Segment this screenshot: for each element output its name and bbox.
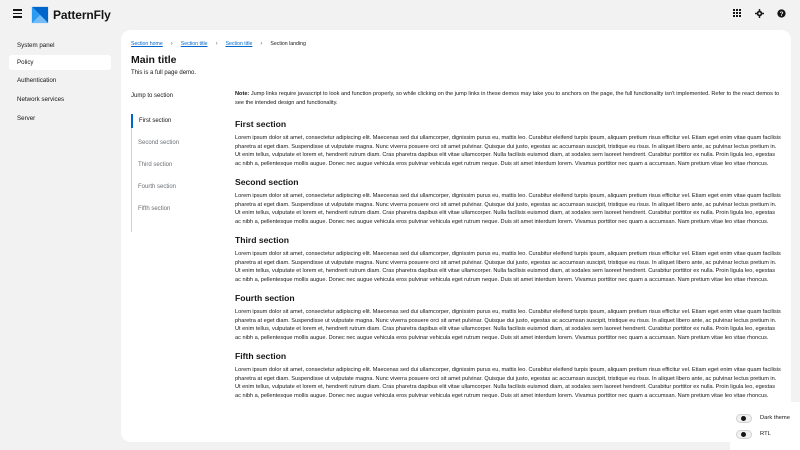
main-content xyxy=(121,30,791,442)
sidebar-item-authentication[interactable]: Authentication xyxy=(17,77,57,84)
rtl-row xyxy=(730,426,800,442)
dark-theme-toggle[interactable] xyxy=(736,414,752,423)
page-subtitle: This is a full page demo. xyxy=(131,70,197,76)
section-fourth xyxy=(235,293,781,342)
jump-links-note xyxy=(235,90,781,107)
rtl-label: RTL xyxy=(760,431,771,437)
help-icon[interactable] xyxy=(776,8,786,18)
dark-theme-row xyxy=(730,410,800,426)
jump-link-third-section[interactable]: Third section xyxy=(138,162,173,168)
masthead xyxy=(0,0,800,30)
sidebar-item-server[interactable]: Server xyxy=(17,115,36,122)
sidebar-item-policy[interactable]: Policy xyxy=(9,55,111,70)
section-second xyxy=(235,177,781,226)
gear-icon[interactable] xyxy=(754,8,764,18)
chevron-right-icon: › xyxy=(260,41,263,47)
brand-name: PatternFly xyxy=(53,8,111,22)
section-first xyxy=(235,119,781,168)
jump-link-second-section[interactable]: Second section xyxy=(138,140,180,146)
grid-icon[interactable] xyxy=(732,8,742,18)
masthead-tools xyxy=(732,8,786,18)
section-heading: First section xyxy=(235,119,287,130)
section-heading: Fourth section xyxy=(235,293,295,304)
breadcrumb-link[interactable]: Section title xyxy=(180,41,208,47)
content-area xyxy=(235,90,781,409)
section-body: Lorem ipsum dolor sit amet, consectetur adipiscing elit. Maecenas sed dui ullamcorper, dignissim purus eu, mattis leo. Curabitur eleifend turpis ipsum, aliquam pretium risus efficitur vel. Etiam eget enim vitae quam facilisis pharetra at eget diam. Suspendisse ut vulputate magna. Nunc viverra posuere orci sit amet pulvinar. Quisque dui justo, egestas ac accumsan suscipit, tristique eu risus. In aliquet libero ante, ac pulvinar lectus pretium in. Ut enim tellus, vulputate et lorem et, hendrerit rutrum diam. Cras pharetra dapibus elit vitae ullamcorper. Nulla facilisis euismod diam, at sodales sem laoreet hendrerit. Curabitur porttitor ex nulla. Proin ligula leo, egestas ac nibh a, pellentesque mollis augue. Donec nec augue vehicula eros pulvinar vehicula eget rutrum neque. Duis sit amet interdum lorem. Vivamus porttitor nec quam a accumsan. Nam pretium vitae leo vitae rhoncus. xyxy=(235,135,781,167)
note-label: Note: xyxy=(235,91,250,97)
section-heading: Third section xyxy=(235,235,289,246)
sidebar-item-network-services[interactable]: Network services xyxy=(17,96,65,103)
sidebar xyxy=(0,30,118,450)
section-heading: Second section xyxy=(235,177,299,188)
breadcrumb xyxy=(131,41,306,47)
section-body: Lorem ipsum dolor sit amet, consectetur adipiscing elit. Maecenas sed dui ullamcorper, dignissim purus eu, mattis leo. Curabitur eleifend turpis ipsum, aliquam pretium risus efficitur vel. Etiam eget enim vitae quam facilisis pharetra at eget diam. Suspendisse ut vulputate magna. Nunc viverra posuere orci sit amet pulvinar. Quisque dui justo, egestas ac accumsan suscipit, tristique eu risus. In aliquet libero ante, ac pulvinar lectus pretium in. Ut enim tellus, vulputate et lorem et, hendrerit rutrum diam. Cras pharetra dapibus elit vitae ullamcorper. Nulla facilisis euismod diam, at sodales sem laoreet hendrerit. Curabitur porttitor ex nulla. Proin ligula leo, egestas ac nibh a, pellentesque mollis augue. Donec nec augue vehicula eros pulvinar vehicula eget rutrum neque. Duis sit amet interdum lorem. Vivamus porttitor nec quam a accumsan. Nam pretium vitae leo vitae rhoncus. xyxy=(235,367,781,399)
jump-links-title: Jump to section xyxy=(131,93,174,99)
logo[interactable] xyxy=(31,5,111,25)
jump-link-first-section[interactable]: First section xyxy=(131,114,191,128)
breadcrumb-current: Section landing xyxy=(270,41,306,47)
page-title: Main title xyxy=(131,54,177,66)
breadcrumb-link[interactable]: Section title xyxy=(225,41,253,47)
sidebar-item-system-panel[interactable]: System panel xyxy=(17,42,55,49)
patternfly-logo-icon xyxy=(31,6,49,24)
svg-text:?: ? xyxy=(779,10,783,18)
section-heading: Fifth section xyxy=(235,351,287,362)
section-body: Lorem ipsum dolor sit amet, consectetur adipiscing elit. Maecenas sed dui ullamcorper, dignissim purus eu, mattis leo. Curabitur eleifend turpis ipsum, aliquam pretium risus efficitur vel. Etiam eget enim vitae quam facilisis pharetra at eget diam. Suspendisse ut vulputate magna. Nunc viverra posuere orci sit amet pulvinar. Quisque dui justo, egestas ac accumsan suscipit, tristique eu risus. In aliquet libero ante, ac pulvinar lectus pretium in. Ut enim tellus, vulputate et lorem et, hendrerit rutrum diam. Cras pharetra dapibus elit vitae ullamcorper. Nulla facilisis euismod diam, at sodales sem laoreet hendrerit. Curabitur porttitor ex nulla. Proin ligula leo, egestas ac nibh a, pellentesque mollis augue. Donec nec augue vehicula eros pulvinar vehicula eget rutrum neque. Duis sit amet interdum lorem. Vivamus porttitor nec quam a accumsan. Nam pretium vitae leo vitae rhoncus. xyxy=(235,193,781,225)
breadcrumb-link[interactable]: Section home xyxy=(131,41,163,47)
jump-link-fifth-section[interactable]: Fifth section xyxy=(138,206,171,212)
section-third xyxy=(235,235,781,284)
rtl-toggle[interactable] xyxy=(736,430,752,439)
theme-toggles xyxy=(730,402,800,450)
section-body: Lorem ipsum dolor sit amet, consectetur adipiscing elit. Maecenas sed dui ullamcorper, dignissim purus eu, mattis leo. Curabitur eleifend turpis ipsum, aliquam pretium risus efficitur vel. Etiam eget enim vitae quam facilisis pharetra at eget diam. Suspendisse ut vulputate magna. Nunc viverra posuere orci sit amet pulvinar. Quisque dui justo, egestas ac accumsan suscipit, tristique eu risus. In aliquet libero ante, ac pulvinar lectus pretium in. Ut enim tellus, vulputate et lorem et, hendrerit rutrum diam. Cras pharetra dapibus elit vitae ullamcorper. Nulla facilisis euismod diam, at sodales sem laoreet hendrerit. Curabitur porttitor ex nulla. Proin ligula leo, egestas ac nibh a, pellentesque mollis augue. Donec nec augue vehicula eros pulvinar vehicula eget rutrum neque. Duis sit amet interdum lorem. Vivamus porttitor nec quam a accumsan. Nam pretium vitae leo vitae rhoncus. xyxy=(235,309,781,341)
section-body: Lorem ipsum dolor sit amet, consectetur adipiscing elit. Maecenas sed dui ullamcorper, dignissim purus eu, mattis leo. Curabitur eleifend turpis ipsum, aliquam pretium risus efficitur vel. Etiam eget enim vitae quam facilisis pharetra at eget diam. Suspendisse ut vulputate magna. Nunc viverra posuere orci sit amet pulvinar. Quisque dui justo, egestas ac accumsan suscipit, tristique eu risus. In aliquet libero ante, ac pulvinar lectus pretium in. Ut enim tellus, vulputate et lorem et, hendrerit rutrum diam. Cras pharetra dapibus elit vitae ullamcorper. Nulla facilisis euismod diam, at sodales sem laoreet hendrerit. Curabitur porttitor ex nulla. Proin ligula leo, egestas ac nibh a, pellentesque mollis augue. Donec nec augue vehicula eros pulvinar vehicula eget rutrum neque. Duis sit amet interdum lorem. Vivamus porttitor nec quam a accumsan. Nam pretium vitae leo vitae rhoncus. xyxy=(235,251,781,283)
chevron-right-icon: › xyxy=(215,41,218,47)
dark-theme-label: Dark theme xyxy=(760,415,790,421)
section-fifth xyxy=(235,351,781,400)
hamburger-menu-icon[interactable] xyxy=(13,9,22,19)
jump-link-fourth-section[interactable]: Fourth section xyxy=(138,184,177,190)
note-text: Jump links require javascript to look and function properly, so while clicking on the jump links in these demos may take you to anchors on the page, the full functionality isn't implemented. Refer to the react demos to see the intended design and functionality. xyxy=(235,91,780,106)
jump-links xyxy=(131,114,191,232)
chevron-right-icon: › xyxy=(170,41,173,47)
